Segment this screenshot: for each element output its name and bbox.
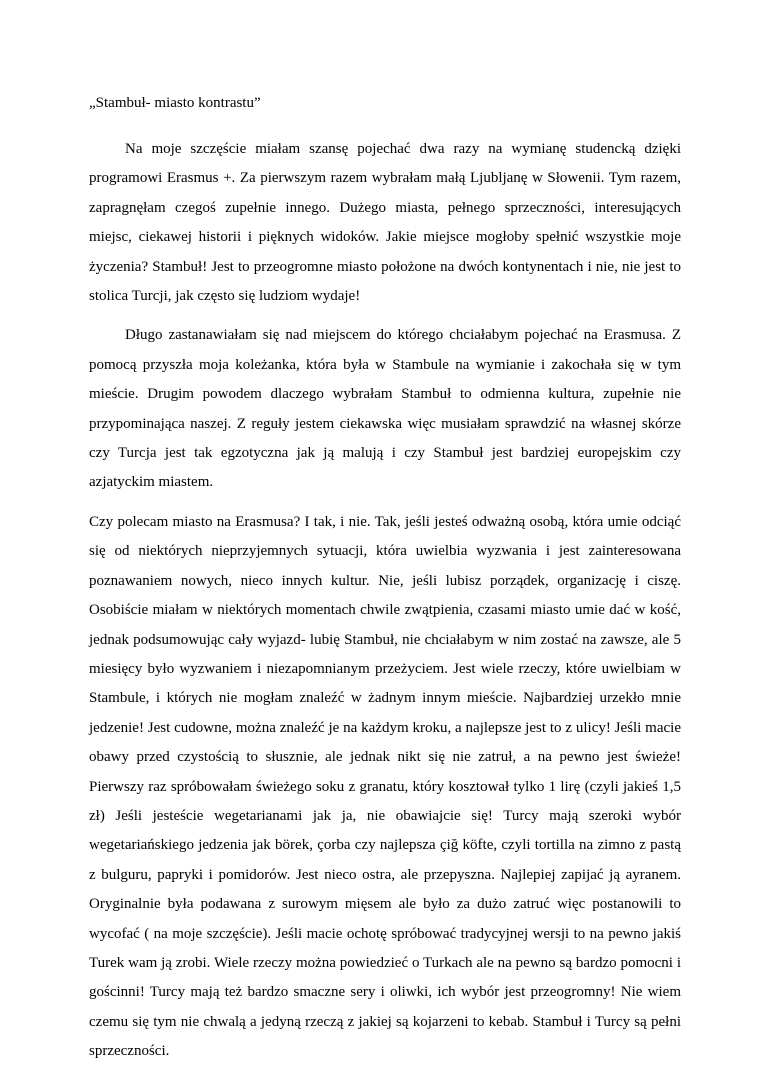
paragraph-1: Na moje szczęście miałam szansę pojechać dwa razy na wymianę studencką dzięki programowi Erasmus +. Za pierwszym razem wybrałam małą Ljubljanę w Słowenii. Tym razem, zapragnęłam czegoś zupełnie innego. Dużego miasta, pełnego sprzeczności, interesujących miejsc, ciekawej historii i pięknych widoków. Jakie miejsce mogłoby spełnić wszystkie moje życzenia? Stambuł! Jest to przeogromne miasto położone na dwóch kontynentach i nie, nie jest to stolica Turcji, jak często się ludziom wydaje! — [89, 141, 681, 305]
paragraph-2: Długo zastanawiałam się nad miejscem do którego chciałabym pojechać na Erasmusa. Z pomocą przyszła moja koleżanka, która była w Stambule na wymianie i zakochała się w tym mieście. Drugim powodem dlaczego wybrałam Stambuł to odmienna kultura, zupełnie nie przypominająca naszej. Z reguły jestem ciekawska więc musiałam sprawdzić na własnej skórze czy Turcja jest tak egzotyczna jak ją malują i czy Stambuł jest bardziej europejskim czy azjatyckim miastem. — [89, 327, 681, 491]
paragraph-3: Czy polecam miasto na Erasmusa? I tak, i nie. Tak, jeśli jesteś odważną osobą, która umie odciąć się od niektórych nieprzyjemnych sytuacji, która uwielbia wyzwania i jest zainteresowana poznawaniem nowych, nieco innych kultur. Nie, jeśli lubisz porządek, organizację i ciszę. Osobiście miałam w niektórych momentach chwile zwątpienia, czasami miasto umie dać w kość, jednak podsumowując cały wyjazd- lubię Stambuł, nie chciałabym w nim zostać na zawsze, ale 5 miesięcy było wyzwaniem i niezapomnianym przeżyciem. Jest wiele rzeczy, które uwielbiam w Stambule, i których nie mogłam znaleźć w żadnym innym mieście. Najbardziej urzekło mnie jedzenie! Jest cudowne, można znaleźć je na każdym kroku, a najlepsze jest to z ulicy! Jeśli macie obawy przed czystością to słusznie, ale jednak nikt się nie zatruł, a na pewno jest świeże! Pierwszy raz spróbowałam świeżego soku z granatu, który kosztował tylko 1 lirę (czyli jakieś 1,5 zł) Jeśli jesteście wegetarianami jak ja, nie obawiajcie się! Turcy mają szeroki wybór wegetariańskiego jedzenia jak börek, çorba czy najlepsza çiğ köfte, czyli tortilla na zimno z pastą z bulguru, papryki i pomidorów. Jest nieco ostra, ale przepyszna. Najlepiej zapijać ją ayranem. Oryginalnie była podawana z surowym mięsem ale było za dużo zatruć więc postanowili to wycofać ( na moje szczęście). Jeśli macie ochotę spróbować tradycyjnej wersji to na pewno jakiś Turek wam ją zrobi. Wiele rzeczy można powiedzieć o Turkach ale na pewno są bardzo pomocni i gościnni! Turcy mają też bardzo smaczne sery i oliwki, ich wybór jest przeogromny! Nie wiem czemu się tym nie chwalą a jedyną rzeczą z jakiej są kojarzeni to kebab. Stambuł i Turcy są pełni sprzeczności. — [89, 513, 681, 1060]
document-body — [89, 91, 681, 1067]
document-title: „Stambuł- miasto kontrastu” — [89, 95, 261, 111]
